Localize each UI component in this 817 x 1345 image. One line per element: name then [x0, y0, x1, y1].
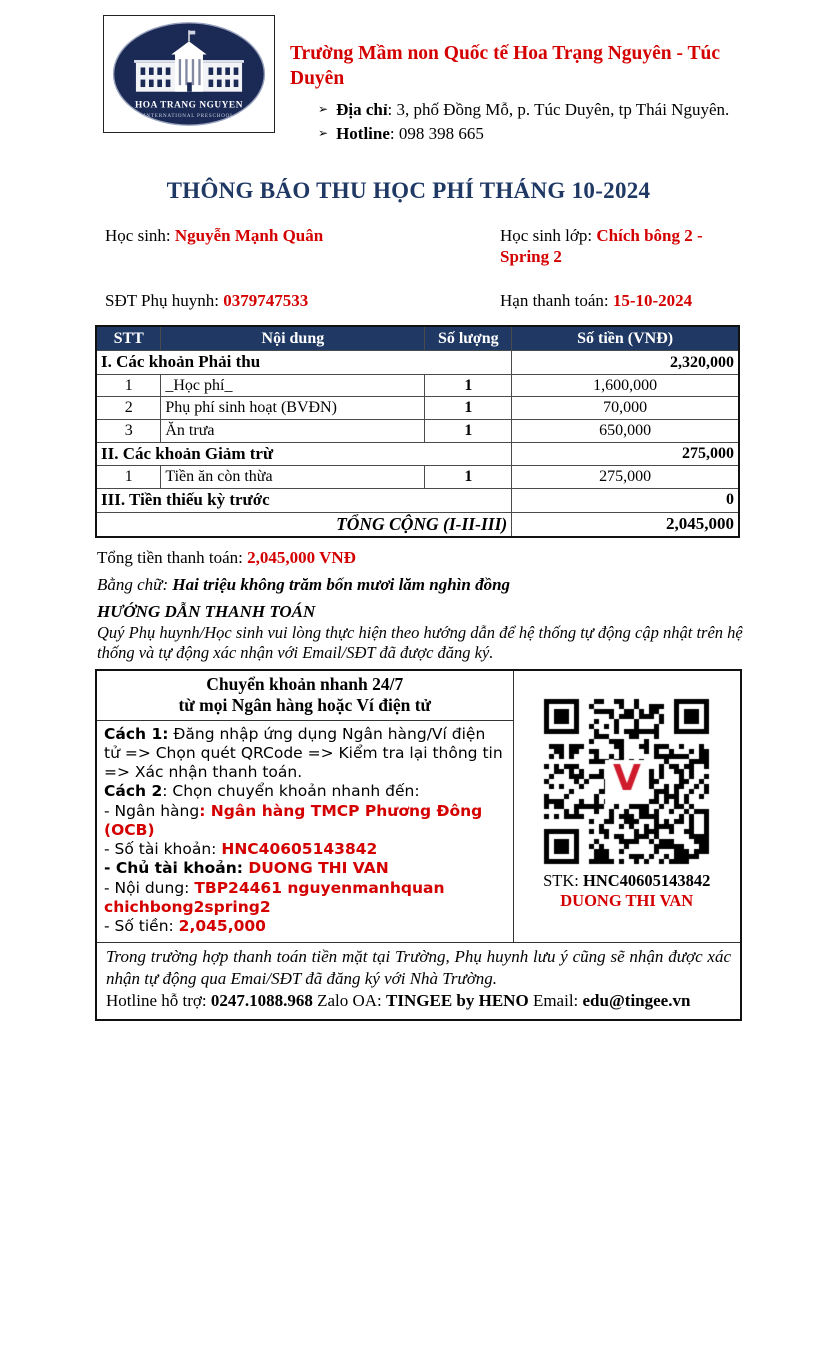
parent-phone-line [105, 290, 500, 311]
fee-row-stt: 3 [96, 420, 161, 443]
hotline-row [318, 122, 742, 147]
header [0, 0, 817, 147]
total-label: TỔNG CỘNG (I-II-III) [96, 512, 512, 537]
fee-row-content: _Học phí_ [161, 374, 425, 397]
section-amount: 275,000 [512, 442, 739, 466]
section-label: II. Các khoản Giảm trừ [96, 442, 512, 466]
qr-section [513, 670, 741, 943]
school-logo-emblem [108, 20, 270, 128]
arrow-bullet-icon: ➢ [318, 126, 329, 141]
section-label: III. Tiền thiếu kỳ trước [96, 488, 512, 512]
account-label: - Số tài khoản: [104, 840, 222, 859]
due-date-value: 15-10-2024 [612, 291, 693, 311]
col-header-content: Nội dung [161, 326, 425, 351]
total-payment-line [97, 548, 743, 568]
fee-row-qty: 1 [425, 374, 512, 397]
qr-stk-line [516, 871, 739, 891]
amount-value: 2,045,000 [178, 916, 266, 935]
parent-phone-value: 0379747533 [223, 291, 309, 311]
fee-row-content: Ăn trưa [161, 420, 425, 443]
fee-row-amount: 275,000 [512, 466, 739, 489]
fee-row-amount: 1,600,000 [512, 374, 739, 397]
bank-value: : Ngân hàng TMCP Phương Đông (OCB) [104, 801, 483, 839]
support-zalo-value: TINGEE by HENO [386, 990, 529, 1010]
bank-label: - Ngân hàng [104, 801, 200, 820]
amount-in-words-label: Bằng chữ: [97, 574, 173, 594]
support-line [106, 990, 731, 1012]
amount-label: - Số tiền: [104, 916, 179, 935]
fee-row [96, 466, 739, 489]
fee-row-content: Phụ phí sinh hoạt (BVĐN) [161, 397, 425, 420]
method2-label: Cách 2 [104, 782, 163, 801]
header-text-block [290, 15, 742, 147]
student-info [105, 225, 817, 312]
summary-block [97, 548, 743, 664]
transfer-title-line2: từ mọi Ngân hàng hoặc Ví điện tử [178, 695, 432, 716]
page-title: THÔNG BÁO THU HỌC PHÍ THÁNG 10-2024 [166, 177, 651, 203]
col-header-stt: STT [96, 326, 161, 351]
school-contact-list [318, 98, 742, 147]
support-email-label: Email: [528, 990, 583, 1010]
section-label: I. Các khoản Phải thu [96, 351, 512, 375]
section-amount: 0 [512, 488, 739, 512]
fee-row-qty: 1 [425, 397, 512, 420]
stk-value: HNC40605143842 [582, 871, 711, 891]
total-row [96, 512, 739, 537]
parent-phone-label: SĐT Phụ huynh: [105, 291, 224, 311]
owner-label: - Chủ tài khoản: [104, 859, 249, 878]
amount-in-words-value: Hai triệu không trăm bốn mươi lăm nghìn đồng [172, 574, 511, 594]
cash-payment-note: Trong trường hợp thanh toán tiền mặt tại Trường, Phụ huynh lưu ý cũng sẽ nhận được xác nhận tự động qua Emai/SĐT đã đăng ký với Nhà Trường. [106, 947, 731, 988]
total-payment-label: Tổng tiền thanh toán: [97, 547, 248, 567]
transfer-title [96, 670, 513, 720]
address-value: : 3, phố Đồng Mỗ, p. Túc Duyên, tp Thái Nguyên. [387, 99, 730, 119]
amount-in-words-line [97, 575, 743, 595]
fee-row-amount: 70,000 [512, 397, 739, 420]
logo-title: HOA TRANG NGUYEN [135, 100, 243, 111]
support-zalo-label: Zalo OA: [312, 990, 387, 1010]
method1-text: Đăng nhập ứng dụng Ngân hàng/Ví điện tử => Chọn quét QRCode => Kiểm tra lại thông tin => Xác nhận thanh toán. [104, 724, 503, 782]
student-class-label: Học sinh lớp: [500, 225, 597, 245]
fee-row [96, 374, 739, 397]
method2-text: : Chọn chuyển khoản nhanh đến: [162, 782, 420, 801]
transfer-title-line1: Chuyển khoản nhanh 24/7 [206, 674, 404, 695]
content-label: - Nội dung: [104, 878, 195, 897]
footer-note-cell [96, 943, 741, 1021]
fee-row-qty: 1 [425, 420, 512, 443]
section-amount: 2,320,000 [512, 351, 739, 375]
owner-value: DUONG THI VAN [248, 859, 389, 878]
student-class-line [500, 225, 740, 268]
logo-subtitle: INTERNATIONAL PRESCHOOL [143, 112, 235, 119]
col-header-qty: Số lượng [425, 326, 512, 351]
col-header-amount: Số tiền (VNĐ) [512, 326, 739, 351]
student-name-value: Nguyễn Mạnh Quân [174, 225, 324, 245]
school-logo [103, 15, 275, 133]
support-email-value: edu@tingee.vn [582, 990, 691, 1010]
section-row-receivables [96, 351, 739, 375]
section-row-previous-balance [96, 488, 739, 512]
qr-account-owner: DUONG THI VAN [560, 891, 694, 911]
student-name-line [105, 225, 500, 268]
hotline-label: Hotline [336, 124, 390, 144]
address-label: Địa chỉ [336, 99, 388, 119]
fee-row-stt: 1 [96, 374, 161, 397]
due-date-label: Hạn thanh toán: [500, 291, 613, 311]
stk-label: STK: [543, 871, 583, 891]
content-value: TBP24461 nguyenmanhquan chichbong2spring2 [104, 878, 445, 916]
fee-row-amount: 650,000 [512, 420, 739, 443]
vietqr-code [542, 697, 712, 867]
fee-table [95, 325, 740, 538]
account-value: HNC40605143842 [221, 840, 378, 859]
fee-row-qty: 1 [425, 466, 512, 489]
school-name: Trường Mầm non Quốc tế Hoa Trạng Nguyên - Túc Duyên [290, 43, 721, 90]
support-hotline-label: Hotline hỗ trợ: [106, 990, 211, 1010]
method1-label: Cách 1: [104, 724, 169, 743]
fee-row-stt: 2 [96, 397, 161, 420]
support-hotline-value: 0247.1088.968 [210, 990, 313, 1010]
fee-table-header-row [96, 326, 739, 351]
payment-guide-text: Quý Phụ huynh/Học sinh vui lòng thực hiện theo hướng dẫn để hệ thống tự động cập nhật trên hệ thống và tự động xác nhận với Email/SĐT đã được đăng ký. [97, 622, 743, 663]
hotline-value: : 098 398 665 [389, 124, 484, 144]
fee-row [96, 420, 739, 443]
student-class-value: Chích bông 2 - Spring 2 [500, 225, 703, 267]
transfer-instructions [96, 720, 513, 942]
section-row-deductions [96, 442, 739, 466]
address-row [318, 98, 742, 123]
payment-box [95, 669, 742, 1021]
payment-guide-heading: HƯỚNG DẪN THANH TOÁN [97, 601, 316, 621]
fee-row-content: Tiền ăn còn thừa [161, 466, 425, 489]
total-payment-value: 2,045,000 VNĐ [247, 547, 356, 567]
student-name-label: Học sinh: [105, 225, 175, 245]
fee-row-stt: 1 [96, 466, 161, 489]
arrow-bullet-icon: ➢ [318, 101, 329, 116]
fee-row [96, 397, 739, 420]
due-date-line [500, 290, 740, 311]
total-amount: 2,045,000 [512, 512, 739, 537]
